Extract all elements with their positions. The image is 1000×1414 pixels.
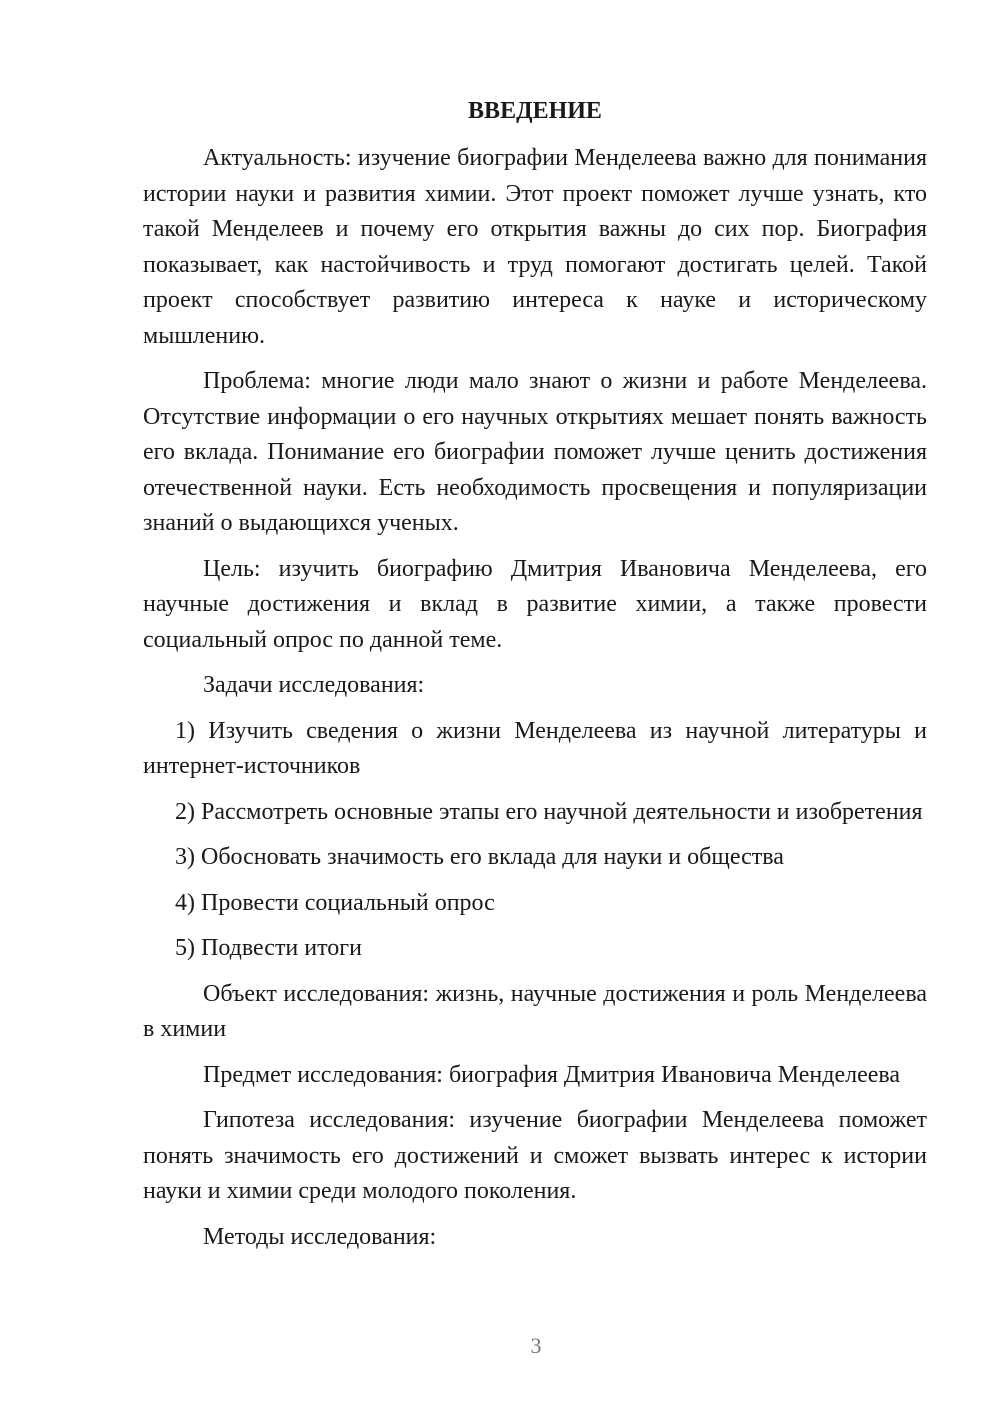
task-item-2: 2) Рассмотреть основные этапы его научной деятельности и изобретения — [175, 798, 923, 825]
subject-paragraph: Предмет исследования: биография Дмитрия Ивановича Менделеева — [203, 1061, 901, 1088]
section-heading: ВВЕДЕНИЕ — [468, 98, 602, 124]
task-item-3: 3) Обосновать значимость его вклада для науки и общества — [175, 844, 784, 870]
task-item-1: 1) Изучить сведения о жизни Менделеева из научной литературы и интернет-источников — [143, 717, 927, 779]
methods-title: Методы исследования: — [203, 1223, 437, 1250]
task-item-4: 4) Провести социальный опрос — [175, 889, 495, 916]
object-paragraph: Объект исследования: жизнь, научные достижения и роль Менделеева в химии — [143, 980, 927, 1042]
problem-paragraph: Проблема: многие люди мало знают о жизни и работе Менделеева. Отсутствие информации о его научных открытиях мешает понять важность его вклада. Понимание его биографии поможет лучше ценить достижения отечественной науки. Есть необходимость просвещения и популяризации знаний о выдающихся ученых. — [143, 368, 927, 536]
relevance-paragraph: Актуальность: изучение биографии Менделеева важно для понимания истории науки и развития химии. Этот проект поможет лучше узнать, кто такой Менделеев и почему его открытия важны до сих пор. Биография показывает, как настойчивость и труд помогают достигать целей. Такой проект способствует развитию интереса к науке и историческому мышлению. — [143, 145, 927, 349]
task-item-5: 5) Подвести итоги — [175, 935, 362, 961]
hypothesis-paragraph: Гипотеза исследования: изучение биографии Менделеева поможет понять значимость его достижений и сможет вызвать интерес к истории науки и химии среди молодого поколения. — [143, 1107, 927, 1204]
tasks-title: Задачи исследования: — [203, 672, 425, 698]
page-content — [143, 94, 927, 1255]
page-number: 3 — [530, 1333, 542, 1358]
goal-paragraph: Цель: изучить биографию Дмитрия Ивановича Менделеева, его научные достижения и вклад в развитие химии, а также провести социальный опрос по данной теме. — [143, 555, 927, 653]
